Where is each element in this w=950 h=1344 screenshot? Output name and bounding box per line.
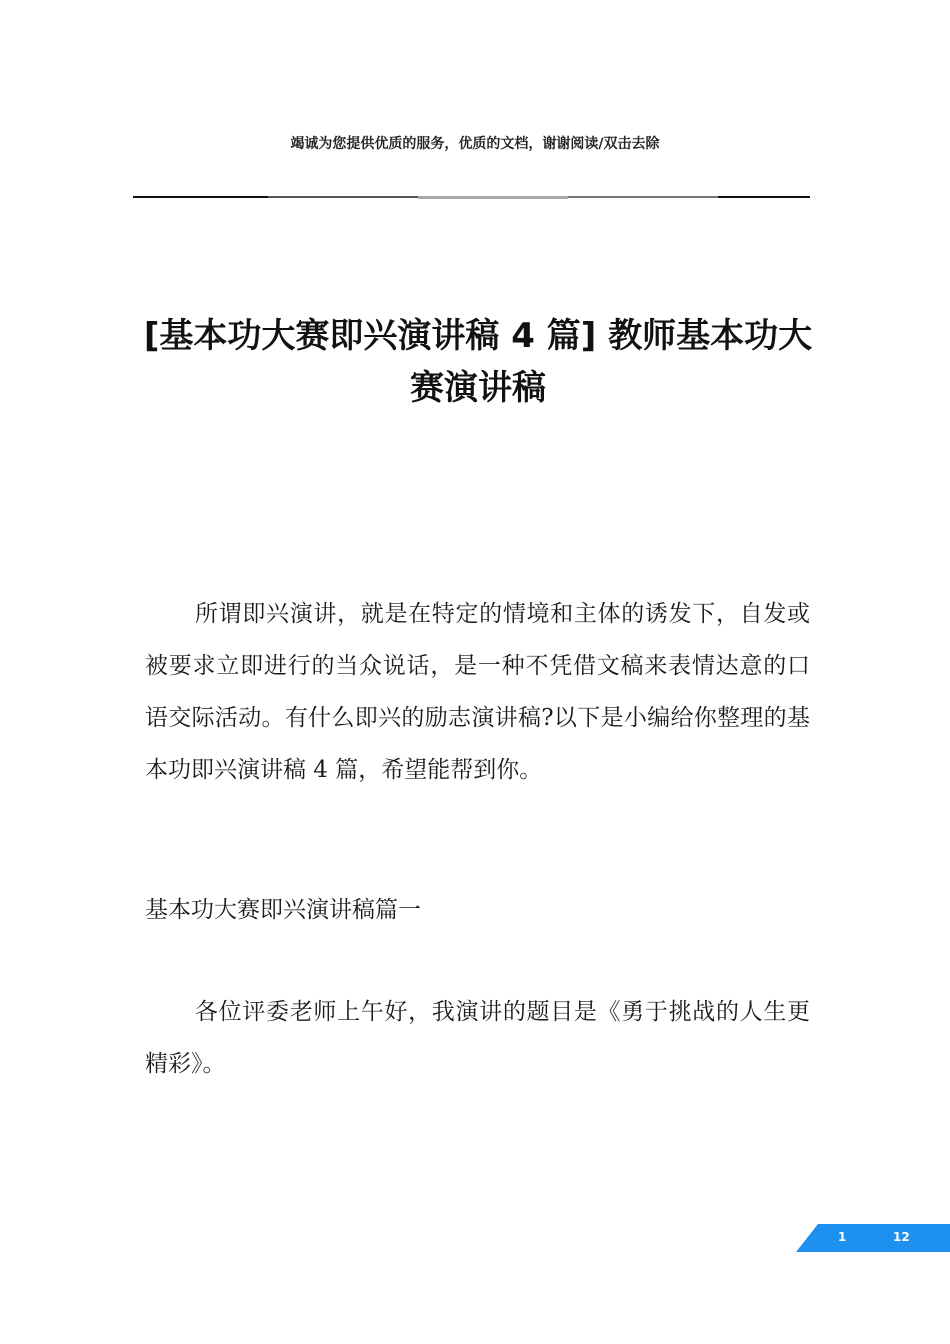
header-rule-segment <box>133 196 268 198</box>
intro-paragraph: 所谓即兴演讲，就是在特定的情境和主体的诱发下，自发或被要求立即进行的当众说话，是一种不凭借文稿来表情达意的口语交际活动。有什么即兴的励志演讲稿?以下是小编给你整理的基本功即兴演讲稿 4 篇，希望能帮到你。 <box>145 601 810 783</box>
page-total-number: 12 <box>893 1230 910 1244</box>
header-rule-segment <box>718 196 810 198</box>
greeting-paragraph: 各位评委老师上午好，我演讲的题目是《勇于挑战的人生更精彩》。 <box>145 999 810 1077</box>
header-rule-segment <box>418 196 568 199</box>
page-indicator-badge <box>796 1224 950 1252</box>
section-heading: 基本功大赛即兴演讲稿篇一 <box>145 897 421 923</box>
header-notice: 竭诚为您提供优质的服务，优质的文档，谢谢阅读/双击去除 <box>290 136 660 152</box>
page-current-number: 1 <box>838 1230 847 1244</box>
document-title: [基本功大赛即兴演讲稿 4 篇] 教师基本功大赛演讲稿 <box>143 316 813 408</box>
header-rule-segment <box>268 196 418 198</box>
header-rule-segment <box>568 196 718 198</box>
